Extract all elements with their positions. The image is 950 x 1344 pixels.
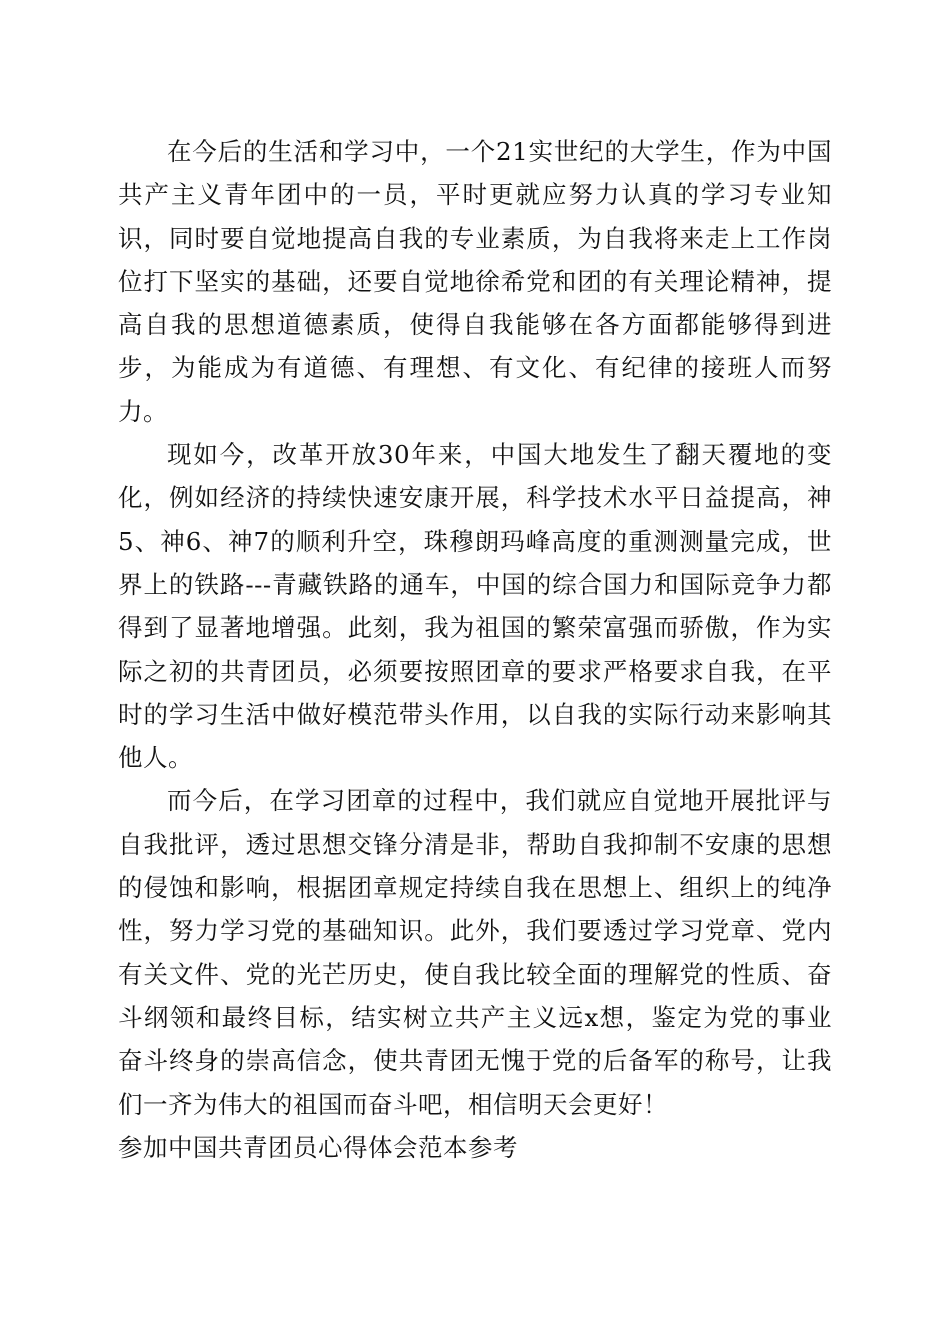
body-paragraph-3: 而今后，在学习团章的过程中，我们就应自觉地开展批评与自我批评，透过思想交锋分清是非，帮助自我抑制不安康的思想的侵蚀和影响，根据团章规定持续自我在思想上、组织上的纯净性，努力学习党的基础知识。此外，我们要透过学习党章、党内有关文件、党的光芒历史，使自我比较全面的理解党的性质、奋斗纲领和最终目标，结实树立共产主义远x想，鉴定为党的事业奋斗终身的崇高信念，使共青团无愧于党的后备军的称号，让我们一齐为伟大的祖国而奋斗吧，相信明天会更好！ [118, 786, 832, 1119]
next-article-title: 参加中国共青团员心得体会范本参考 [118, 1132, 518, 1162]
document-page [118, 130, 832, 1169]
body-paragraph-2: 现如今，改革开放30年来，中国大地发生了翻天覆地的变化，例如经济的持续快速安康开展，科学技术水平日益提高，神5、神6、神7的顺利升空，珠穆朗玛峰高度的重测测量完成，世界上的铁路---青藏铁路的通车，中国的综合国力和国际竞争力都得到了显著地增强。此刻，我为祖国的繁荣富强而骄傲，作为实际之初的共青团员，必须要按照团章的要求严格要求自我，在平时的学习生活中做好模范带头作用，以自我的实际行动来影响其他人。 [118, 440, 832, 773]
body-paragraph-1: 在今后的生活和学习中，一个21实世纪的大学生，作为中国共产主义青年团中的一员，平时更就应努力认真的学习专业知识，同时要自觉地提高自我的专业素质，为自我将来走上工作岗位打下坚实的基础，还要自觉地徐希党和团的有关理论精神，提高自我的思想道德素质，使得自我能够在各方面都能够得到进步，为能成为有道德、有理想、有文化、有纪律的接班人而努力。 [118, 137, 832, 426]
